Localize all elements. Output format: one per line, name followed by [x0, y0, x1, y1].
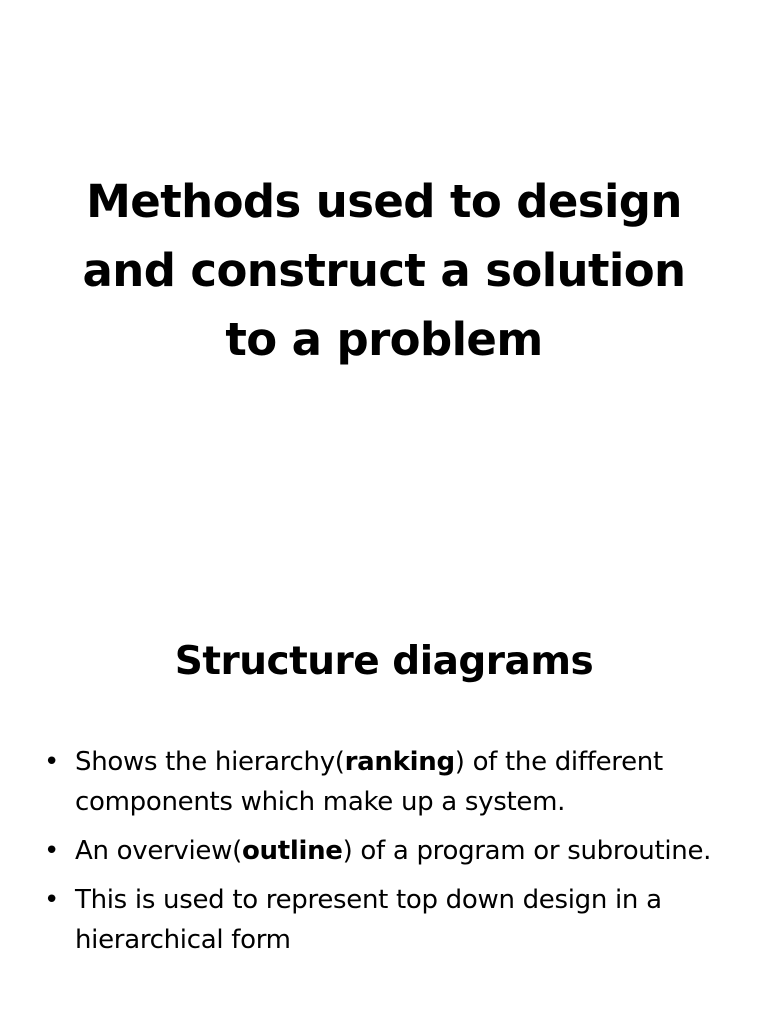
title-line-2: and construct a solution [82, 244, 686, 297]
bullet-text-bold: ranking [344, 747, 455, 777]
title-line-3: to a problem [225, 313, 543, 366]
bullet-text-after: ) of a program or subroutine. [342, 836, 712, 866]
bullet-text-bold: outline [241, 836, 343, 866]
bullet-list [44, 742, 734, 969]
bullet-text-before: This is used to represent top down design in a hierarchical form [75, 885, 662, 955]
bullet-dot-icon: • [44, 836, 60, 866]
bullet-text-after: ) of the different components which make up a system. [75, 747, 663, 817]
slide-1-title [40, 167, 728, 374]
bullet-text-before: Shows the hierarchy( [75, 747, 345, 777]
bullet-item-3 [44, 880, 734, 960]
bullet-text-before: An overview( [75, 836, 242, 866]
bullet-item-2 [44, 831, 734, 871]
slide-2 [0, 512, 768, 1024]
bullet-item-1 [44, 742, 734, 822]
slide-2-title: Structure diagrams [174, 639, 594, 684]
bullet-dot-icon: • [44, 747, 60, 777]
bullet-dot-icon: • [44, 885, 60, 915]
title-line-1: Methods used to design [86, 175, 682, 228]
